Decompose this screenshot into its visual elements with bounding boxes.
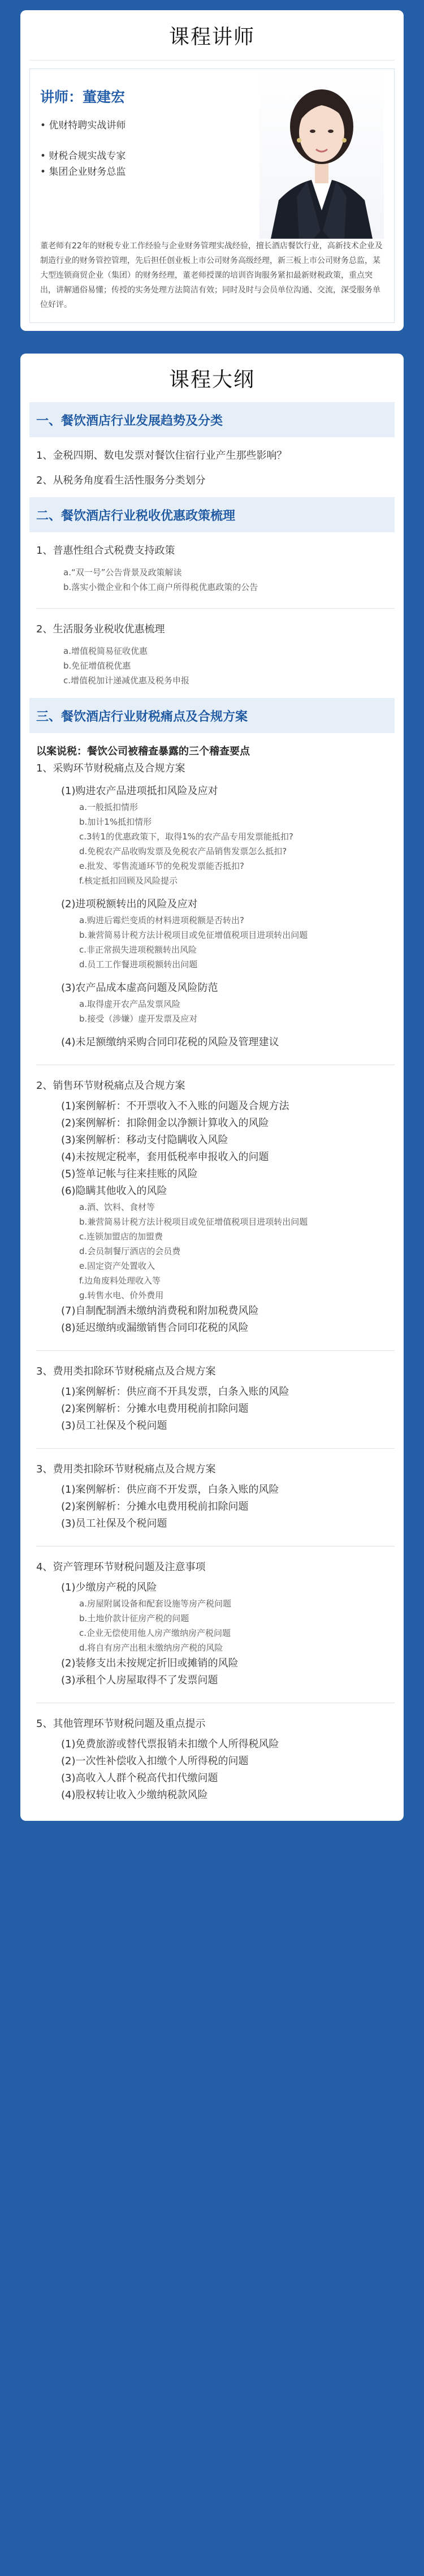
outline-subheading: (3)员工社保及个税问题 (61, 1518, 167, 1530)
outline-subitem: c.非正常损失进项税额转出风险 (79, 945, 197, 955)
outline-card-header (29, 354, 395, 402)
outline-item: 1、普惠性组合式税费支持政策 (36, 545, 175, 557)
outline-item: 2、生活服务业税收优惠梳理 (36, 623, 165, 635)
lecturer-card (20, 10, 404, 331)
outline-card (20, 354, 404, 1821)
outline-subitem: b.兼营简易计税方法计税项目或免征增值税项目进项转出问题 (79, 930, 308, 940)
outline-subheading: (3)农产品成本虚高问题及风险防范 (61, 982, 218, 994)
outline-subheading: (1)少缴房产税的风险 (61, 1582, 157, 1593)
outline-subheading: (3)员工社保及个税问题 (61, 1420, 167, 1432)
outline-item: 4、资产管理环节财税问题及注意事项 (36, 1561, 206, 1573)
portrait-illustration (259, 69, 384, 239)
outline-subheading: (2)案例解析：分摊水电费用税前扣除问题 (61, 1501, 249, 1513)
outline-subitem: c.企业无偿使用他人房产缴纳房产税问题 (79, 1628, 231, 1638)
outline-subitem: d.免税农产品收购发票及免税农产品销售发票怎么抵扣? (79, 846, 287, 856)
lecturer-name: 讲师：董建宏 (40, 89, 126, 105)
outline-subheading: (3)案例解析：移动支付隐瞒收入风险 (61, 1134, 228, 1146)
outline-subitem: d.员工工作餐进项税额转出问题 (79, 959, 198, 970)
outline-subitem: a.“双一号”公告背景及政策解读 (63, 567, 182, 578)
outline-subheading: (1)免费旅游或替代票报销未扣缴个人所得税风险 (61, 1738, 279, 1750)
outline-subitem: a.购进后霉烂变质的材料进项税额是否转出? (79, 915, 244, 925)
outline-subitem: a.增值税简易征收优惠 (63, 646, 148, 656)
outline-subitem: d.将自有房产出租未缴纳房产税的风险 (79, 1643, 223, 1653)
divider (36, 1546, 395, 1547)
outline-subitem: e.固定资产处置收入 (79, 1261, 155, 1271)
outline-subitem: b.兼营简易计税方法计税项目或免征增值税项目进项转出问题 (79, 1217, 308, 1227)
outline-item: 5、其他管理环节财税问题及重点提示 (36, 1718, 206, 1730)
outline-subheading: (4)股权转让收入少缴纳税款风险 (61, 1789, 208, 1801)
outline-subitem: a.酒、饮料、食材等 (79, 1202, 155, 1212)
outline-subitem: a.取得虚开农产品发票风险 (79, 999, 180, 1009)
outline-subheading: (3)高收入人群个税高代扣代缴问题 (61, 1772, 218, 1784)
outline-subitem: c.连锁加盟店的加盟费 (79, 1231, 163, 1242)
outline-subitem: d.会员制餐厅酒店的会员费 (79, 1246, 181, 1256)
outline-item: 3、费用类扣除环节财税痛点及合规方案 (36, 1463, 216, 1475)
lecturer-tag: • 财税合规实战专家 (40, 150, 126, 162)
outline-subheading: (1)案例解析：不开票收入不入账的问题及合规方法 (61, 1100, 289, 1112)
lecturer-panel (29, 68, 395, 323)
outline-subheading: (2)案例解析：扣除佣金以净额计算收入的风险 (61, 1117, 269, 1129)
outline-subitem: f.核定抵扣回顾及风险提示 (79, 876, 178, 886)
divider (36, 608, 395, 609)
outline-subitem: b.土地价款计征房产税的问题 (79, 1613, 189, 1623)
outline-subheading: (6)隐瞒其他收入的风险 (61, 1185, 167, 1197)
outline-item: 3、费用类扣除环节财税痛点及合规方案 (36, 1365, 216, 1377)
outline-item: 2、销售环节财税痛点及合规方案 (36, 1080, 185, 1092)
outline-subheading: (1)案例解析：供应商不开发票，白条入账的风险 (61, 1484, 279, 1496)
outline-subheading: (3)承租个人房屋取得不了发票问题 (61, 1674, 218, 1686)
divider (36, 1448, 395, 1449)
section-heading: 二、餐饮酒店行业税收优惠政策梳理 (29, 497, 395, 532)
outline-body (20, 402, 404, 1821)
outline-subheading: (2)案例解析：分摊水电费用税前扣除问题 (61, 1403, 249, 1415)
lecturer-tag: • 优财特聘实战讲师 (40, 120, 126, 131)
case-lead: 以案说税：餐饮公司被稽查暴露的三个稽查要点 (36, 746, 250, 757)
outline-item: 2、从税务角度看生活性服务分类划分 (36, 475, 206, 486)
outline-subitem: g.转售水电、价外费用 (79, 1290, 164, 1300)
outline-subitem: b.加计1%抵扣情形 (79, 817, 152, 827)
outline-subheading: (2)进项税额转出的风险及应对 (61, 898, 198, 910)
outline-subitem: a.一般抵扣情形 (79, 802, 138, 812)
section-heading: 三、餐饮酒店行业财税痛点及合规方案 (29, 698, 395, 733)
outline-subheading: (2)一次性补偿收入扣缴个人所得税的问题 (61, 1755, 249, 1767)
outline-subitem: e.批发、零售流通环节的免税发票能否抵扣? (79, 861, 244, 871)
outline-subitem: b.接受（涉嫌）虚开发票及应对 (79, 1014, 198, 1024)
section-heading: 一、餐饮酒店行业发展趋势及分类 (29, 402, 395, 437)
lecturer-card-header (29, 10, 395, 61)
outline-subitem: c.3转1的优惠政策下，取得1%的农产品专用发票能抵扣? (79, 832, 293, 842)
outline-subheading: (1)购进农产品进项抵扣风险及应对 (61, 785, 218, 797)
outline-item: 1、采购环节财税痛点及合规方案 (36, 763, 185, 774)
outline-subheading: (4)未足额缴纳采购合同印花税的风险及管理建议 (61, 1036, 279, 1048)
lecturer-info (40, 69, 259, 239)
outline-subitem: f.边角废料处理收入等 (79, 1276, 161, 1286)
outline-subheading: (7)自制配制酒未缴纳消费税和附加税费风险 (61, 1305, 259, 1317)
outline-subheading: (1)案例解析：供应商不开具发票，白条入账的风险 (61, 1386, 289, 1398)
outline-subitem: c.增值税加计递减优惠及税务申报 (63, 675, 190, 686)
outline-subheading: (2)装修支出未按规定折旧或摊销的风险 (61, 1657, 239, 1669)
divider (36, 1350, 395, 1351)
outline-subheading: (4)未按规定税率，套用低税率申报收入的问题 (61, 1151, 269, 1163)
outline-subitem: b.免征增值税优惠 (63, 661, 131, 671)
outline-title: 课程大纲 (168, 368, 255, 391)
outline-subheading: (5)签单记帐与往来挂账的风险 (61, 1168, 198, 1180)
outline-item: 1、金税四期、数电发票对餐饮住宿行业产生那些影响？ (36, 450, 287, 462)
outline-subheading: (8)延迟缴纳或漏缴销售合同印花税的风险 (61, 1322, 249, 1334)
lecturer-tag: • 集团企业财务总监 (40, 166, 126, 178)
outline-subitem: b.落实小微企业和个体工商户所得税优惠政策的公告 (63, 582, 258, 592)
lecturer-description: 董老师有22年的财税专业工作经验与企业财务管理实战经验，擅长酒店餐饮行业，高新技术企业及制造行业的财务管控管理，先后担任创业板上市公司财务高级经理，新三板上市公司财务总监，某大型连锁商贸企业（集团）的财务经理，董老师授课的培训咨询服务紧扣最新财税政策，重点突出，讲解通俗易懂；传授的实务处理方法简洁有效；同时及时与会员单位沟通、交流，深受服务单位好评。 (40, 242, 383, 309)
outline-subitem: a.房屋附属设备和配套设施等房产税问题 (79, 1599, 231, 1609)
lecturer-title: 课程讲师 (168, 25, 255, 49)
lecturer-portrait (259, 69, 384, 239)
